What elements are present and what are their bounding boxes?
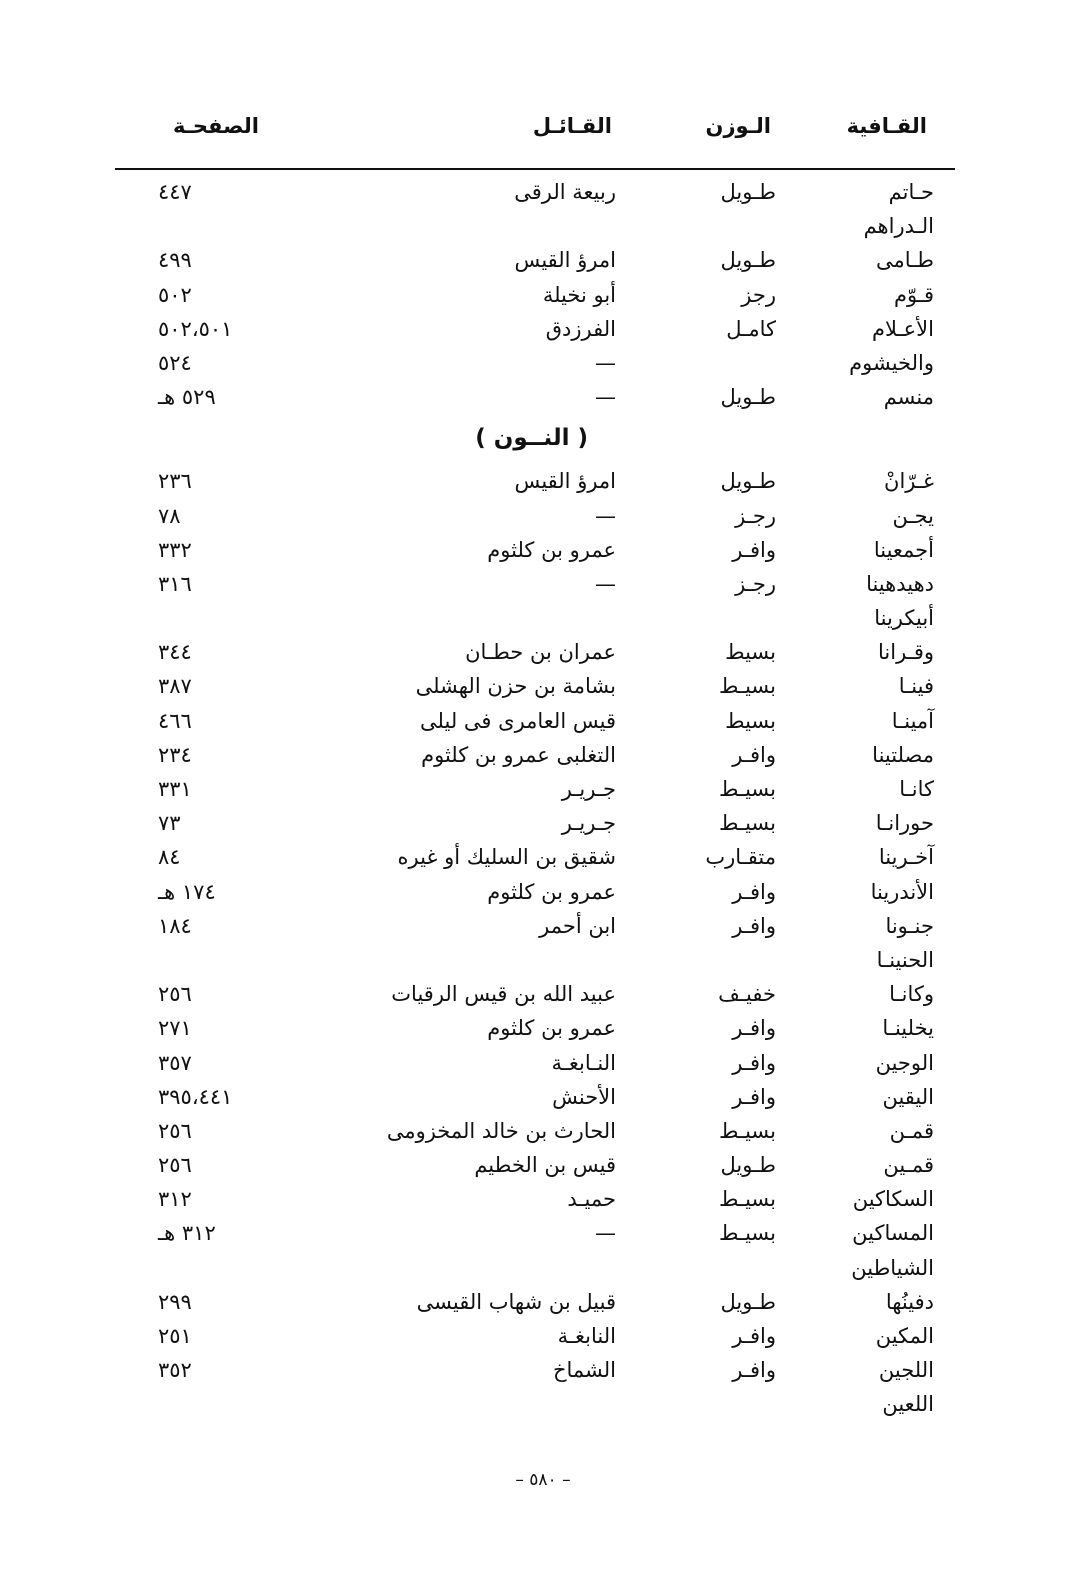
qafia-cell: آمينـا bbox=[891, 708, 934, 733]
page-cell: ٨٤ bbox=[158, 845, 181, 870]
page-cell: ٢٩٩ bbox=[158, 1289, 192, 1314]
table-row bbox=[0, 1117, 1086, 1151]
wazn-cell: بسيـط bbox=[718, 1187, 776, 1212]
qafia-cell: يخلينـا bbox=[882, 1016, 934, 1041]
wazn-cell: بسيـط bbox=[718, 1118, 776, 1143]
qail-cell: حميـد bbox=[567, 1187, 616, 1212]
wazn-cell: رجـز bbox=[735, 503, 776, 528]
qafia-cell: الأعـلام bbox=[871, 316, 934, 341]
qafia-cell: أبيكرينا bbox=[874, 606, 934, 631]
wazn-cell: وافـر bbox=[732, 1084, 776, 1109]
qail-cell: عمران بن حطـان bbox=[465, 640, 616, 665]
table-row bbox=[0, 502, 1086, 536]
table-row bbox=[0, 604, 1086, 638]
qail-cell: قبيل بن شهاب القيسى bbox=[416, 1289, 616, 1314]
qail-cell: النابغـة bbox=[557, 1324, 616, 1348]
table-row bbox=[0, 315, 1086, 349]
qafia-cell: اللعين bbox=[882, 1392, 934, 1417]
wazn-cell: بسيـط bbox=[718, 1221, 776, 1246]
qail-cell: ابن أحمر bbox=[539, 913, 616, 938]
qafia-cell: طـامى bbox=[875, 248, 934, 273]
page-cell: ٥٢٤ bbox=[158, 350, 192, 375]
section-heading-row bbox=[0, 417, 1086, 467]
header-wazn: الـوزن bbox=[705, 114, 771, 138]
wazn-cell: وافـر bbox=[732, 537, 776, 562]
qail-cell: جـريـر bbox=[561, 811, 616, 836]
wazn-cell: طـويل bbox=[720, 248, 776, 273]
qail-cell: النـابغـة bbox=[551, 1050, 616, 1075]
table-row bbox=[0, 570, 1086, 604]
page-number: – ٥٨٠ – bbox=[515, 1470, 571, 1490]
wazn-cell: طـويل bbox=[720, 469, 776, 494]
page-cell: ٢٥٦ bbox=[158, 1153, 192, 1178]
qafia-cell: قمـين bbox=[883, 1153, 934, 1178]
page-cell: ٢٥٦ bbox=[158, 982, 192, 1007]
table-row bbox=[0, 1356, 1086, 1390]
wazn-cell: وافـر bbox=[732, 742, 776, 767]
qail-cell: الشماخ bbox=[552, 1358, 616, 1383]
wazn-cell: وافـر bbox=[732, 913, 776, 938]
header-page: الصفحـة bbox=[173, 114, 259, 138]
page-cell: ٣٩٥،٤٤١ bbox=[158, 1084, 233, 1109]
wazn-cell: طـويل bbox=[720, 1153, 776, 1178]
table-row bbox=[0, 349, 1086, 383]
qail-cell: عبيد الله بن قيس الرقيات bbox=[391, 982, 616, 1007]
qail-cell: عمرو بن كلثوم bbox=[487, 537, 616, 562]
page-cell: ٢٣٦ bbox=[158, 469, 192, 494]
qail-cell: عمرو بن كلثوم bbox=[487, 1016, 616, 1041]
qafia-cell: حـاتم bbox=[888, 180, 934, 204]
table-row bbox=[0, 707, 1086, 741]
wazn-cell: وافـر bbox=[732, 1050, 776, 1075]
table-row bbox=[0, 1151, 1086, 1185]
page-cell: ٣٥٢ bbox=[158, 1358, 192, 1383]
page-cell: ١٧٤ هـ bbox=[158, 879, 216, 904]
table-row bbox=[0, 212, 1086, 246]
wazn-cell: طـويل bbox=[720, 180, 776, 204]
qail-cell: جـريـر bbox=[561, 777, 616, 801]
page-cell: ٣١٢ هـ bbox=[158, 1221, 216, 1246]
page-cell: ١٨٤ bbox=[158, 913, 192, 938]
header-qail: القـائـل bbox=[532, 114, 612, 138]
page-cell: ٣١٦ bbox=[158, 571, 192, 596]
qail-cell: — bbox=[595, 350, 616, 375]
table-row bbox=[0, 878, 1086, 912]
qafia-cell: دفينُها bbox=[885, 1289, 934, 1314]
qail-cell: شقيق بن السليك أو غيره bbox=[397, 845, 616, 870]
wazn-cell: خفيـف bbox=[718, 982, 776, 1007]
table-row bbox=[0, 1322, 1086, 1356]
page-cell: ٣١٢ bbox=[158, 1187, 192, 1212]
table-row bbox=[0, 980, 1086, 1014]
wazn-cell: وافـر bbox=[732, 1324, 776, 1348]
table-row bbox=[0, 1254, 1086, 1288]
table-row bbox=[0, 1083, 1086, 1117]
qafia-cell: قمـن bbox=[889, 1118, 934, 1143]
qail-cell: أبو نخيلة bbox=[542, 282, 616, 307]
wazn-cell: رجز bbox=[741, 282, 776, 307]
table-row bbox=[0, 246, 1086, 280]
table-row bbox=[0, 638, 1086, 672]
qail-cell: ربيعة الرقى bbox=[514, 180, 616, 204]
qafia-cell: فينـا bbox=[898, 674, 934, 699]
page-cell: ٣٤٤ bbox=[158, 640, 192, 665]
qafia-cell: المساكين bbox=[852, 1221, 934, 1246]
qafia-cell: الوجين bbox=[875, 1050, 934, 1075]
qafia-cell: أجمعينا bbox=[873, 537, 934, 562]
qafia-cell: مصلتينا bbox=[872, 742, 934, 767]
qafia-cell: الحنينـا bbox=[876, 947, 934, 972]
wazn-cell: بسيـط bbox=[718, 811, 776, 836]
table-row bbox=[0, 843, 1086, 877]
page-cell: ٢٥٦ bbox=[158, 1118, 192, 1143]
page-cell: ٥٠٢ bbox=[158, 282, 192, 307]
table-row bbox=[0, 741, 1086, 775]
qafia-cell: غـرّانْ bbox=[884, 469, 934, 494]
qafia-cell: السكاكين bbox=[852, 1187, 934, 1212]
qafia-cell: حورانـا bbox=[875, 811, 934, 836]
page-cell: ٣٨٧ bbox=[158, 674, 192, 699]
qafia-cell: يجـن bbox=[892, 503, 934, 528]
qafia-cell: الشياطين bbox=[851, 1255, 934, 1280]
wazn-cell: وافـر bbox=[732, 1016, 776, 1041]
page-cell: ٣٥٧ bbox=[158, 1050, 192, 1075]
qafia-cell: المكين bbox=[875, 1324, 934, 1348]
qafia-cell: الـدراهم bbox=[863, 214, 934, 239]
page-cell: ٢٥١ bbox=[158, 1324, 192, 1348]
table-row bbox=[0, 281, 1086, 315]
qail-cell: — bbox=[595, 571, 616, 596]
table-row bbox=[0, 1288, 1086, 1322]
qail-cell: الحارث بن خالد المخزومى bbox=[386, 1118, 616, 1143]
qail-cell: بشامة بن حزن الهشلى bbox=[415, 674, 616, 699]
qafia-cell: اليقين bbox=[882, 1084, 934, 1109]
qafia-cell: قـوّم bbox=[893, 282, 934, 307]
page-cell: ٤٩٩ bbox=[158, 248, 192, 273]
table-row bbox=[0, 672, 1086, 706]
wazn-cell: بسيط bbox=[725, 640, 776, 665]
table-row bbox=[0, 946, 1086, 980]
qafia-cell: جنـونا bbox=[885, 913, 934, 938]
qafia-cell: دهيدهينا bbox=[866, 571, 934, 596]
table-row bbox=[0, 1185, 1086, 1219]
table-row bbox=[0, 467, 1086, 501]
qafia-cell: وكانـا bbox=[889, 982, 934, 1007]
qail-cell: التغلبى عمرو بن كلثوم bbox=[421, 742, 616, 767]
table-row bbox=[0, 809, 1086, 843]
page-cell: ٢٣٤ bbox=[158, 742, 192, 767]
page-cell: ٤٤٧ bbox=[158, 180, 192, 204]
table-row bbox=[0, 912, 1086, 946]
wazn-cell: وافـر bbox=[732, 1358, 776, 1383]
wazn-cell: طـويل bbox=[720, 1289, 776, 1314]
wazn-cell: كامـل bbox=[726, 316, 776, 341]
table-header bbox=[115, 110, 955, 170]
table-row bbox=[0, 1014, 1086, 1048]
wazn-cell: رجـز bbox=[735, 571, 776, 596]
table-row bbox=[0, 383, 1086, 417]
qail-cell: — bbox=[595, 385, 616, 410]
qail-cell: امرؤ القيس bbox=[514, 248, 616, 273]
qafia-cell: والخيشوم bbox=[849, 350, 934, 375]
table-body bbox=[0, 178, 1086, 1425]
wazn-cell: وافـر bbox=[732, 879, 776, 904]
table-row bbox=[0, 1219, 1086, 1253]
wazn-cell: بسيـط bbox=[718, 777, 776, 801]
table-row bbox=[0, 1390, 1086, 1424]
page-cell: ٣٣٢ bbox=[158, 537, 192, 562]
table-row bbox=[0, 178, 1086, 212]
qafia-cell: وقـرانا bbox=[878, 640, 934, 665]
page-cell: ٢٧١ bbox=[158, 1016, 192, 1041]
qafia-cell: اللجين bbox=[878, 1358, 934, 1383]
wazn-cell: طـويل bbox=[720, 385, 776, 410]
page-cell: ٧٨ bbox=[158, 503, 181, 528]
qail-cell: قيس بن الخطيم bbox=[474, 1153, 616, 1178]
wazn-cell: متقـارب bbox=[705, 845, 776, 870]
page-cell: ٣٣١ bbox=[158, 777, 192, 801]
qail-cell: قيس العامرى فى ليلى bbox=[420, 708, 616, 733]
page-cell: ٧٣ bbox=[158, 811, 181, 836]
page-cell: ٥٠٢،٥٠١ bbox=[158, 316, 233, 341]
header-qafia: القـافية bbox=[846, 114, 927, 138]
wazn-cell: بسيط bbox=[725, 708, 776, 733]
qafia-cell: آخـرينا bbox=[878, 845, 934, 870]
qafia-cell: الأندرينا bbox=[870, 879, 934, 904]
qail-cell: — bbox=[595, 503, 616, 528]
page-cell: ٤٦٦ bbox=[158, 708, 192, 733]
qail-cell: — bbox=[595, 1221, 616, 1246]
wazn-cell: بسيـط bbox=[718, 674, 776, 699]
qail-cell: الفرزدق bbox=[545, 316, 616, 341]
table-row bbox=[0, 775, 1086, 809]
table-row bbox=[0, 536, 1086, 570]
qail-cell: امرؤ القيس bbox=[514, 469, 616, 494]
qail-cell: الأحنش bbox=[552, 1084, 616, 1109]
table-row bbox=[0, 1049, 1086, 1083]
qafia-cell: كانـا bbox=[899, 777, 934, 801]
qafia-cell: منسم bbox=[883, 385, 934, 410]
page-cell: ٥٢٩ هـ bbox=[158, 385, 216, 410]
section-title: ( النــون ) bbox=[475, 425, 588, 452]
qail-cell: عمرو بن كلثوم bbox=[487, 879, 616, 904]
